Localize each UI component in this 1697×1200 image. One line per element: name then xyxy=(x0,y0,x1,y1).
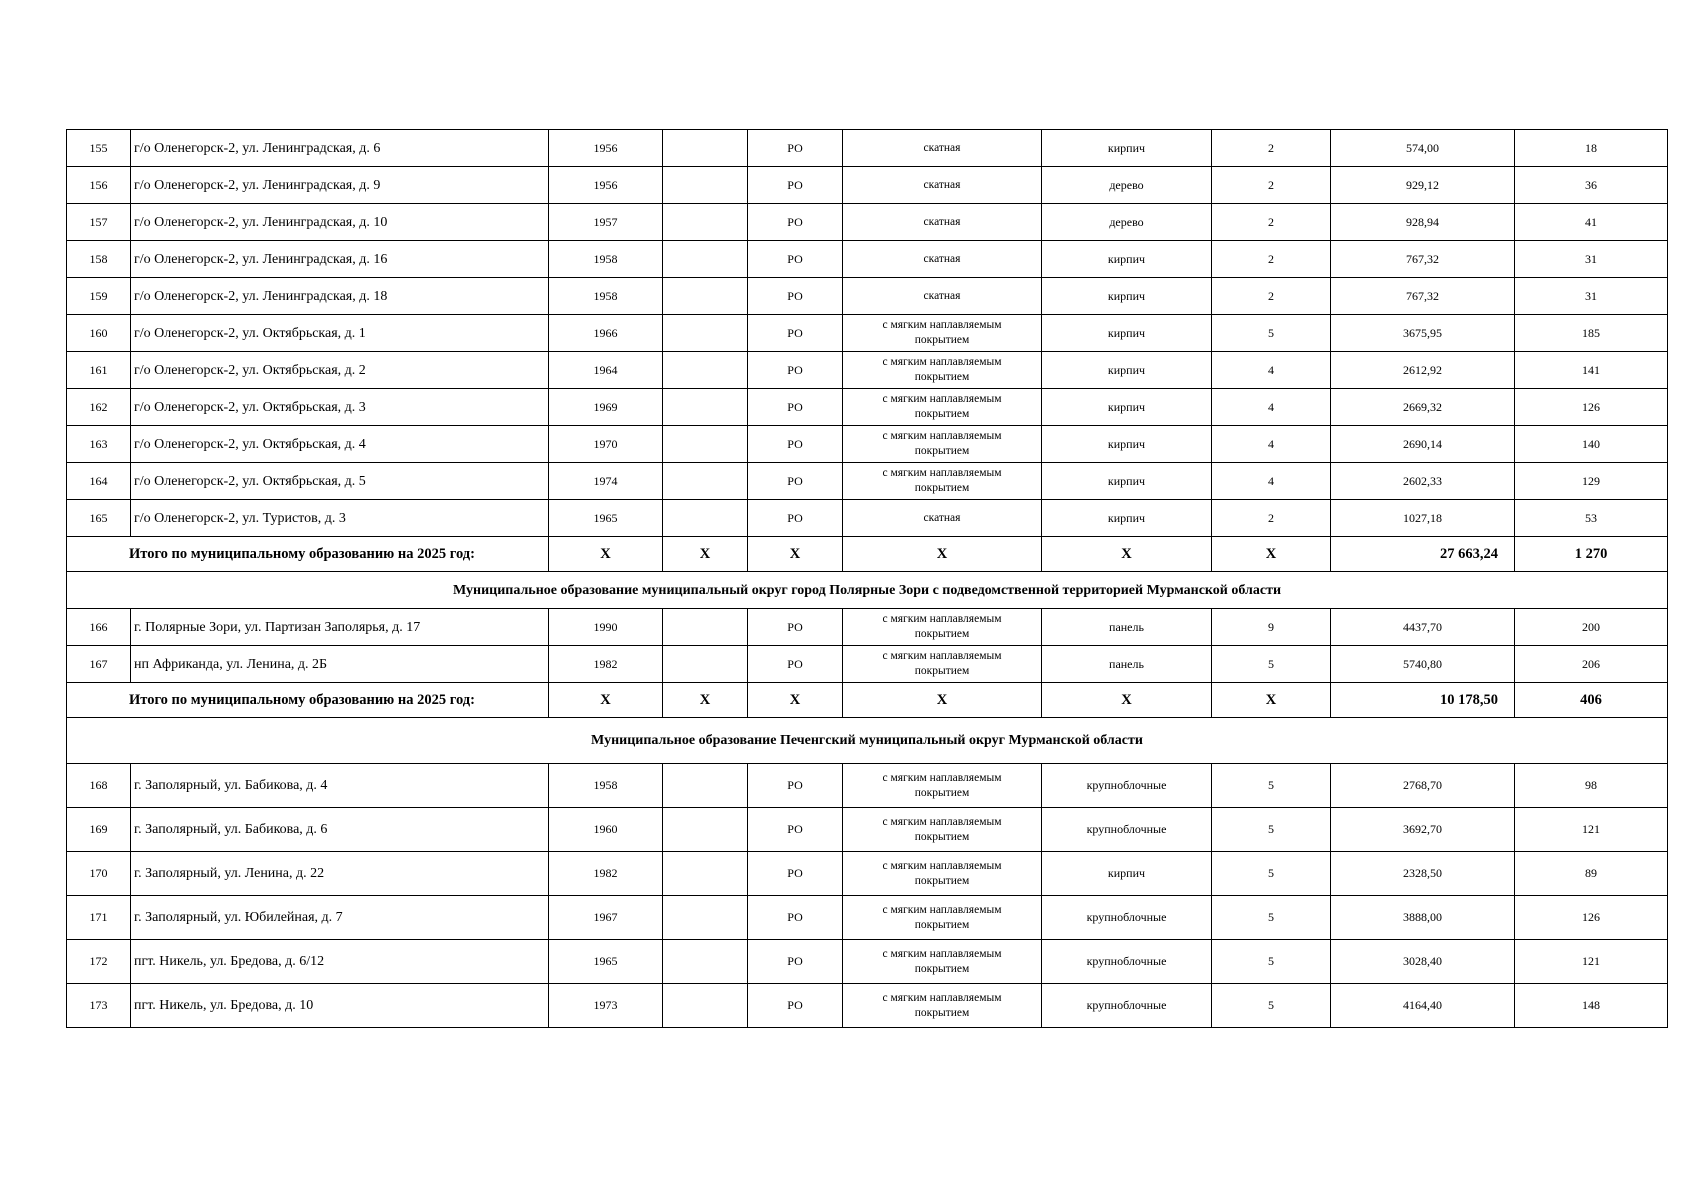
roof-type-line: с мягким наплавляемым xyxy=(882,903,1002,916)
wall-material-cell: крупноблочные xyxy=(1042,764,1212,808)
roof-type-line: покрытием xyxy=(914,334,970,346)
roof-type-line: с мягким наплавляемым xyxy=(882,991,1002,1004)
address-cell: г/о Оленегорск-2, ул. Ленинградская, д. 9 xyxy=(131,167,549,204)
year-cell: 1965 xyxy=(549,940,663,984)
table-row xyxy=(67,852,1668,896)
roof-type-line: покрытием xyxy=(914,445,970,457)
empty-cell xyxy=(663,352,748,389)
total-row xyxy=(67,537,1668,572)
residents-cell: 121 xyxy=(1515,940,1668,984)
total-x-mark: X xyxy=(1212,537,1331,572)
roof-type-line: покрытием xyxy=(914,918,970,931)
floors-cell: 5 xyxy=(1212,646,1331,683)
floors-cell: 2 xyxy=(1212,130,1331,167)
address-cell: нп Африканда, ул. Ленина, д. 2Б xyxy=(131,646,549,683)
residents-cell: 126 xyxy=(1515,389,1668,426)
row-number: 159 xyxy=(67,278,131,315)
table-row xyxy=(67,315,1668,352)
section-header-row xyxy=(67,572,1668,609)
empty-cell xyxy=(663,940,748,984)
wall-material-cell: кирпич xyxy=(1042,352,1212,389)
roof-type-line: покрытием xyxy=(914,830,970,843)
wall-material-cell: панель xyxy=(1042,646,1212,683)
row-number: 166 xyxy=(67,609,131,646)
ro-cell: РО xyxy=(748,130,843,167)
table-row xyxy=(67,896,1668,940)
residents-cell: 126 xyxy=(1515,896,1668,940)
ro-cell: РО xyxy=(748,940,843,984)
wall-material-cell: кирпич xyxy=(1042,315,1212,352)
row-number: 167 xyxy=(67,646,131,683)
ro-cell: РО xyxy=(748,204,843,241)
residents-cell: 53 xyxy=(1515,500,1668,537)
table-row xyxy=(67,463,1668,500)
roof-type-line: покрытием xyxy=(914,786,970,799)
table-row xyxy=(67,167,1668,204)
row-number: 173 xyxy=(67,984,131,1028)
roof-type-line: с мягким наплавляемым xyxy=(882,430,1002,442)
ro-cell: РО xyxy=(748,167,843,204)
roof-type-cell xyxy=(843,984,1042,1028)
roof-type-cell xyxy=(843,130,1042,167)
year-cell: 1957 xyxy=(549,204,663,241)
address-cell: г/о Оленегорск-2, ул. Ленинградская, д. 10 xyxy=(131,204,549,241)
table-row xyxy=(67,646,1668,683)
total-x-mark: X xyxy=(1042,683,1212,718)
area-cell: 574,00 xyxy=(1331,130,1515,167)
address-cell: пгт. Никель, ул. Бредова, д. 6/12 xyxy=(131,940,549,984)
address-cell: г. Полярные Зори, ул. Партизан Заполярья, д. 17 xyxy=(131,609,549,646)
roof-type-line: покрытием xyxy=(914,628,970,640)
year-cell: 1970 xyxy=(549,426,663,463)
residents-cell: 206 xyxy=(1515,646,1668,683)
roof-type-cell xyxy=(843,167,1042,204)
ro-cell: РО xyxy=(748,241,843,278)
roof-type-line: скатная xyxy=(923,141,961,154)
row-number: 155 xyxy=(67,130,131,167)
empty-cell xyxy=(663,204,748,241)
row-number: 169 xyxy=(67,808,131,852)
residents-cell: 36 xyxy=(1515,167,1668,204)
area-cell: 929,12 xyxy=(1331,167,1515,204)
year-cell: 1990 xyxy=(549,609,663,646)
area-cell: 928,94 xyxy=(1331,204,1515,241)
residents-cell: 129 xyxy=(1515,463,1668,500)
empty-cell xyxy=(663,646,748,683)
total-x-mark: X xyxy=(1042,537,1212,572)
roof-type-line: с мягким наплавляемым xyxy=(882,467,1002,479)
roof-type-line: покрытием xyxy=(914,962,970,975)
total-x-mark: X xyxy=(843,683,1042,718)
table-row xyxy=(67,764,1668,808)
roof-type-cell xyxy=(843,808,1042,852)
roof-type-line: с мягким наплавляемым xyxy=(882,650,1002,662)
roof-type-cell xyxy=(843,764,1042,808)
total-label: Итого по муниципальному образованию на 2025 год: xyxy=(67,683,549,718)
address-cell: г/о Оленегорск-2, ул. Ленинградская, д. 6 xyxy=(131,130,549,167)
total-x-mark: X xyxy=(843,537,1042,572)
wall-material-cell: кирпич xyxy=(1042,500,1212,537)
year-cell: 1966 xyxy=(549,315,663,352)
address-cell: пгт. Никель, ул. Бредова, д. 10 xyxy=(131,984,549,1028)
ro-cell: РО xyxy=(748,389,843,426)
area-cell: 2768,70 xyxy=(1331,764,1515,808)
area-cell: 4164,40 xyxy=(1331,984,1515,1028)
floors-cell: 5 xyxy=(1212,852,1331,896)
empty-cell xyxy=(663,315,748,352)
floors-cell: 4 xyxy=(1212,426,1331,463)
year-cell: 1958 xyxy=(549,241,663,278)
area-cell: 3028,40 xyxy=(1331,940,1515,984)
roof-type-cell xyxy=(843,463,1042,500)
area-cell: 767,32 xyxy=(1331,241,1515,278)
empty-cell xyxy=(663,463,748,500)
residents-cell: 200 xyxy=(1515,609,1668,646)
address-cell: г/о Оленегорск-2, ул. Октябрьская, д. 1 xyxy=(131,315,549,352)
area-cell: 5740,80 xyxy=(1331,646,1515,683)
ro-cell: РО xyxy=(748,463,843,500)
roof-type-line: с мягким наплавляемым xyxy=(882,613,1002,625)
table-row xyxy=(67,940,1668,984)
total-x-mark: X xyxy=(663,683,748,718)
row-number: 158 xyxy=(67,241,131,278)
floors-cell: 5 xyxy=(1212,808,1331,852)
wall-material-cell: кирпич xyxy=(1042,389,1212,426)
residents-cell: 89 xyxy=(1515,852,1668,896)
residents-cell: 98 xyxy=(1515,764,1668,808)
empty-cell xyxy=(663,764,748,808)
floors-cell: 4 xyxy=(1212,352,1331,389)
address-cell: г/о Оленегорск-2, ул. Октябрьская, д. 2 xyxy=(131,352,549,389)
total-area: 27 663,24 xyxy=(1331,537,1515,572)
empty-cell xyxy=(663,130,748,167)
roof-type-line: покрытием xyxy=(914,482,970,494)
area-cell: 2602,33 xyxy=(1331,463,1515,500)
area-cell: 3692,70 xyxy=(1331,808,1515,852)
residents-cell: 41 xyxy=(1515,204,1668,241)
table-row xyxy=(67,426,1668,463)
roof-type-line: с мягким наплавляемым xyxy=(882,393,1002,405)
row-number: 156 xyxy=(67,167,131,204)
wall-material-cell: кирпич xyxy=(1042,426,1212,463)
floors-cell: 5 xyxy=(1212,315,1331,352)
residents-cell: 31 xyxy=(1515,278,1668,315)
roof-type-cell xyxy=(843,241,1042,278)
roof-type-line: с мягким наплавляемым xyxy=(882,771,1002,784)
ro-cell: РО xyxy=(748,896,843,940)
roof-type-line: покрытием xyxy=(914,1006,970,1019)
address-cell: г. Заполярный, ул. Юбилейная, д. 7 xyxy=(131,896,549,940)
area-cell: 2612,92 xyxy=(1331,352,1515,389)
row-number: 171 xyxy=(67,896,131,940)
total-x-mark: X xyxy=(748,683,843,718)
roof-type-line: скатная xyxy=(923,215,961,228)
residents-cell: 18 xyxy=(1515,130,1668,167)
row-number: 163 xyxy=(67,426,131,463)
year-cell: 1956 xyxy=(549,130,663,167)
section-header-row xyxy=(67,718,1668,764)
address-cell: г. Заполярный, ул. Бабикова, д. 4 xyxy=(131,764,549,808)
roof-type-line: покрытием xyxy=(914,408,970,420)
area-cell: 4437,70 xyxy=(1331,609,1515,646)
roof-type-cell xyxy=(843,646,1042,683)
row-number: 162 xyxy=(67,389,131,426)
wall-material-cell: кирпич xyxy=(1042,463,1212,500)
floors-cell: 2 xyxy=(1212,500,1331,537)
floors-cell: 9 xyxy=(1212,609,1331,646)
roof-type-cell xyxy=(843,896,1042,940)
empty-cell xyxy=(663,609,748,646)
empty-cell xyxy=(663,896,748,940)
total-row xyxy=(67,683,1668,718)
address-cell: г/о Оленегорск-2, ул. Ленинградская, д. 18 xyxy=(131,278,549,315)
residents-cell: 121 xyxy=(1515,808,1668,852)
wall-material-cell: крупноблочные xyxy=(1042,896,1212,940)
year-cell: 1956 xyxy=(549,167,663,204)
roof-type-cell xyxy=(843,352,1042,389)
floors-cell: 5 xyxy=(1212,764,1331,808)
roof-type-line: с мягким наплавляемым xyxy=(882,356,1002,368)
year-cell: 1967 xyxy=(549,896,663,940)
wall-material-cell: кирпич xyxy=(1042,852,1212,896)
roof-type-line: с мягким наплавляемым xyxy=(882,947,1002,960)
empty-cell xyxy=(663,984,748,1028)
ro-cell: РО xyxy=(748,426,843,463)
table-body xyxy=(67,130,1668,1028)
empty-cell xyxy=(663,500,748,537)
empty-cell xyxy=(663,852,748,896)
roof-type-line: покрытием xyxy=(914,874,970,887)
roof-type-line: с мягким наплавляемым xyxy=(882,859,1002,872)
housing-register-table xyxy=(66,129,1668,1028)
empty-cell xyxy=(663,278,748,315)
floors-cell: 2 xyxy=(1212,167,1331,204)
roof-type-line: скатная xyxy=(923,511,961,524)
floors-cell: 5 xyxy=(1212,940,1331,984)
wall-material-cell: кирпич xyxy=(1042,130,1212,167)
total-x-mark: X xyxy=(549,537,663,572)
floors-cell: 4 xyxy=(1212,389,1331,426)
empty-cell xyxy=(663,808,748,852)
row-number: 168 xyxy=(67,764,131,808)
floors-cell: 2 xyxy=(1212,241,1331,278)
total-residents: 1 270 xyxy=(1515,537,1668,572)
roof-type-cell xyxy=(843,315,1042,352)
residents-cell: 141 xyxy=(1515,352,1668,389)
row-number: 161 xyxy=(67,352,131,389)
row-number: 157 xyxy=(67,204,131,241)
roof-type-cell xyxy=(843,204,1042,241)
empty-cell xyxy=(663,389,748,426)
roof-type-cell xyxy=(843,852,1042,896)
total-x-mark: X xyxy=(748,537,843,572)
address-cell: г/о Оленегорск-2, ул. Октябрьская, д. 5 xyxy=(131,463,549,500)
roof-type-line: покрытием xyxy=(914,371,970,383)
ro-cell: РО xyxy=(748,500,843,537)
total-x-mark: X xyxy=(549,683,663,718)
table-row xyxy=(67,278,1668,315)
table-row xyxy=(67,352,1668,389)
wall-material-cell: дерево xyxy=(1042,167,1212,204)
residents-cell: 140 xyxy=(1515,426,1668,463)
address-cell: г. Заполярный, ул. Ленина, д. 22 xyxy=(131,852,549,896)
address-cell: г/о Оленегорск-2, ул. Октябрьская, д. 4 xyxy=(131,426,549,463)
wall-material-cell: панель xyxy=(1042,609,1212,646)
table-row xyxy=(67,984,1668,1028)
ro-cell: РО xyxy=(748,808,843,852)
section-title: Муниципальное образование Печенгский муниципальный округ Мурманской области xyxy=(67,718,1668,764)
row-number: 160 xyxy=(67,315,131,352)
roof-type-cell xyxy=(843,940,1042,984)
year-cell: 1974 xyxy=(549,463,663,500)
residents-cell: 148 xyxy=(1515,984,1668,1028)
section-title: Муниципальное образование муниципальный округ город Полярные Зори с подведомственной территорией Мурманской области xyxy=(67,572,1668,609)
residents-cell: 185 xyxy=(1515,315,1668,352)
address-cell: г/о Оленегорск-2, ул. Туристов, д. 3 xyxy=(131,500,549,537)
row-number: 170 xyxy=(67,852,131,896)
table-row xyxy=(67,609,1668,646)
ro-cell: РО xyxy=(748,984,843,1028)
total-label: Итого по муниципальному образованию на 2025 год: xyxy=(67,537,549,572)
area-cell: 1027,18 xyxy=(1331,500,1515,537)
row-number: 172 xyxy=(67,940,131,984)
ro-cell: РО xyxy=(748,315,843,352)
year-cell: 1958 xyxy=(549,278,663,315)
year-cell: 1973 xyxy=(549,984,663,1028)
empty-cell xyxy=(663,426,748,463)
year-cell: 1958 xyxy=(549,764,663,808)
year-cell: 1960 xyxy=(549,808,663,852)
roof-type-line: скатная xyxy=(923,178,961,191)
area-cell: 2669,32 xyxy=(1331,389,1515,426)
year-cell: 1964 xyxy=(549,352,663,389)
roof-type-line: скатная xyxy=(923,289,961,302)
area-cell: 2690,14 xyxy=(1331,426,1515,463)
floors-cell: 5 xyxy=(1212,984,1331,1028)
table-row xyxy=(67,241,1668,278)
area-cell: 3888,00 xyxy=(1331,896,1515,940)
wall-material-cell: кирпич xyxy=(1042,241,1212,278)
table-row xyxy=(67,389,1668,426)
table-row xyxy=(67,808,1668,852)
ro-cell: РО xyxy=(748,609,843,646)
wall-material-cell: кирпич xyxy=(1042,278,1212,315)
roof-type-line: покрытием xyxy=(914,665,970,677)
floors-cell: 5 xyxy=(1212,896,1331,940)
row-number: 164 xyxy=(67,463,131,500)
empty-cell xyxy=(663,167,748,204)
total-x-mark: X xyxy=(1212,683,1331,718)
ro-cell: РО xyxy=(748,646,843,683)
roof-type-line: с мягким наплавляемым xyxy=(882,815,1002,828)
wall-material-cell: дерево xyxy=(1042,204,1212,241)
floors-cell: 2 xyxy=(1212,278,1331,315)
address-cell: г/о Оленегорск-2, ул. Ленинградская, д. 16 xyxy=(131,241,549,278)
address-cell: г. Заполярный, ул. Бабикова, д. 6 xyxy=(131,808,549,852)
year-cell: 1982 xyxy=(549,852,663,896)
wall-material-cell: крупноблочные xyxy=(1042,940,1212,984)
roof-type-cell xyxy=(843,609,1042,646)
residents-cell: 31 xyxy=(1515,241,1668,278)
address-cell: г/о Оленегорск-2, ул. Октябрьская, д. 3 xyxy=(131,389,549,426)
wall-material-cell: крупноблочные xyxy=(1042,808,1212,852)
table-row xyxy=(67,500,1668,537)
area-cell: 2328,50 xyxy=(1331,852,1515,896)
ro-cell: РО xyxy=(748,278,843,315)
floors-cell: 4 xyxy=(1212,463,1331,500)
total-residents: 406 xyxy=(1515,683,1668,718)
ro-cell: РО xyxy=(748,764,843,808)
roof-type-cell xyxy=(843,500,1042,537)
floors-cell: 2 xyxy=(1212,204,1331,241)
roof-type-cell xyxy=(843,278,1042,315)
table-row xyxy=(67,204,1668,241)
area-cell: 767,32 xyxy=(1331,278,1515,315)
ro-cell: РО xyxy=(748,352,843,389)
roof-type-cell xyxy=(843,389,1042,426)
total-area: 10 178,50 xyxy=(1331,683,1515,718)
year-cell: 1969 xyxy=(549,389,663,426)
total-x-mark: X xyxy=(663,537,748,572)
empty-cell xyxy=(663,241,748,278)
wall-material-cell: крупноблочные xyxy=(1042,984,1212,1028)
ro-cell: РО xyxy=(748,852,843,896)
roof-type-line: с мягким наплавляемым xyxy=(882,319,1002,331)
year-cell: 1982 xyxy=(549,646,663,683)
roof-type-cell xyxy=(843,426,1042,463)
year-cell: 1965 xyxy=(549,500,663,537)
roof-type-line: скатная xyxy=(923,252,961,265)
table-row xyxy=(67,130,1668,167)
row-number: 165 xyxy=(67,500,131,537)
area-cell: 3675,95 xyxy=(1331,315,1515,352)
